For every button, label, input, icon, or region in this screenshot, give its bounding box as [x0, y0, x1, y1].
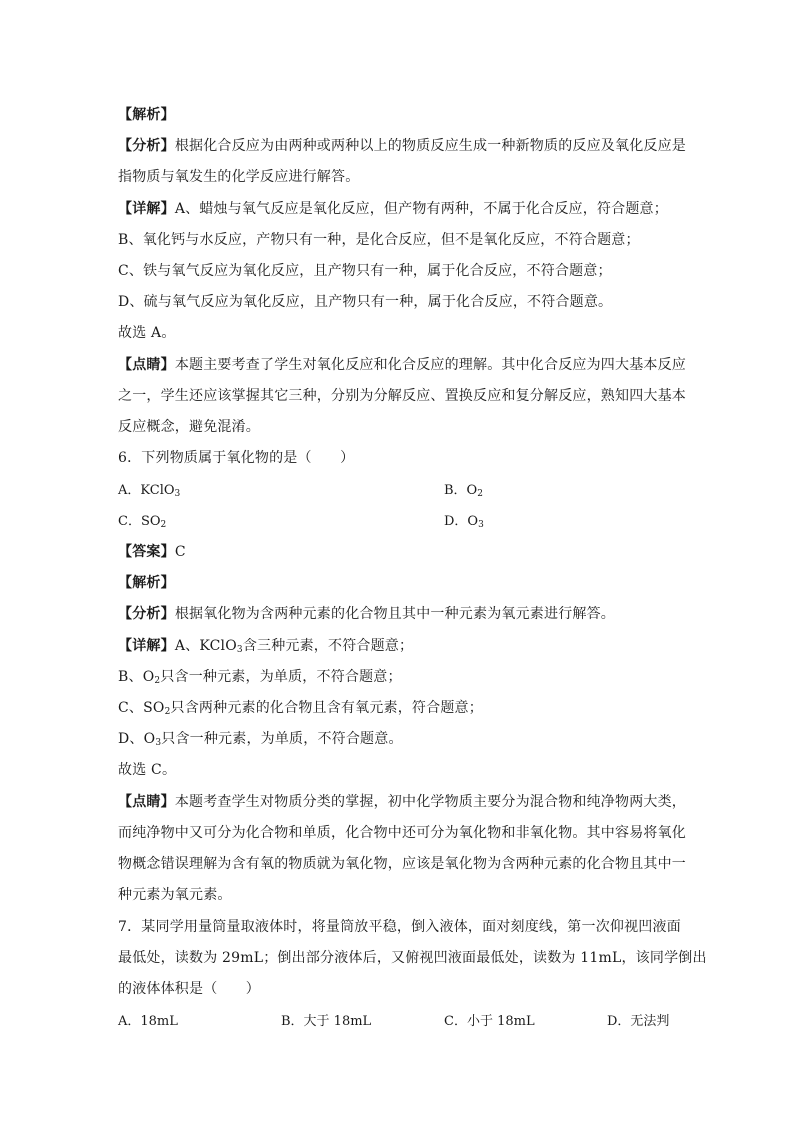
q5-choose: 故选 A。 [118, 325, 176, 341]
q6-detail-b-sub: 2 [154, 676, 161, 686]
q6-detail-d-pre: D、O [118, 731, 156, 747]
q5-comment-line-3: 反应概念，避免混淆。 [118, 419, 260, 435]
q7-option-a[interactable]: A．18mL [118, 1014, 178, 1029]
q6-comment-line-4: 种元素为氧元素。 [118, 887, 232, 903]
q6-option-d-text: D．O [444, 514, 479, 529]
q6-comment-line-3: 物概念错误理解为含有氧的物质就为氧化物，应该是氧化物为含两种元素的化合物且其中一 [118, 856, 686, 872]
q6-comment-tag: 【点睛】 [118, 794, 175, 810]
q5-comment-tag: 【点睛】 [118, 357, 175, 373]
q6-detail-c-sub: 2 [164, 707, 171, 717]
q5-detail-a [118, 198, 668, 218]
q6-detail-a [118, 635, 413, 655]
q6-answer [118, 541, 186, 561]
q6-analysis [118, 603, 615, 623]
q6-answer-value: C [174, 544, 186, 560]
q5-detail-d: D、硫与氧气反应为氧化反应，且产物只有一种，属于化合反应，不符合题意。 [118, 294, 613, 310]
q5-detail-b: B、氧化钙与水反应，产物只有一种，是化合反应，但不是氧化反应，不符合题意； [118, 232, 640, 248]
q6-detail-tag: 【详解】 [118, 638, 175, 654]
q6-option-d-sub: 3 [478, 520, 484, 530]
q6-option-a-sub: 3 [174, 489, 181, 499]
q6-option-a-text: A．KClO [118, 483, 175, 498]
q6-choose: 故选 C。 [118, 762, 177, 778]
q6-option-c-sub: 2 [160, 520, 167, 530]
q6-detail-d-post: 只含一种元素，为单质，不符合题意。 [161, 731, 403, 747]
q6-option-c[interactable] [118, 510, 166, 529]
q6-detail-a-pre: A、KClO [174, 638, 237, 654]
q7-option-c[interactable]: C．小于 18mL [444, 1014, 535, 1029]
q5-comment-line-2: 之一，学生还应该掌握其它三种，分别为分解反应、置换反应和复分解反应，熟知四大基本 [118, 388, 686, 404]
q6-analysis-text: 根据氧化物为含两种元素的化合物且其中一种元素为氧元素进行解答。 [174, 606, 616, 622]
q7-option-d[interactable]: D．无法判 [607, 1014, 670, 1029]
q6-detail-b-post: 只含一种元素，为单质，不符合题意； [160, 669, 402, 685]
q5-detail-tag: 【详解】 [118, 201, 175, 217]
q6-detail-d-sub: 3 [155, 738, 162, 748]
q7-option-b[interactable]: B．大于 18mL [281, 1014, 372, 1029]
q6-option-b-text: B．O [444, 483, 478, 498]
q6-analysis-tag: 【分析】 [118, 606, 175, 622]
q6-detail-c-post: 只含两种元素的化合物且含有氧元素，符合题意； [170, 700, 483, 716]
q5-analysis-line-1 [118, 135, 686, 155]
q7-stem-line-1: 7．某同学用量筒量取液体时，将量筒放平稳，倒入液体，面对刻度线，第一次仰视凹液面 [118, 919, 681, 935]
q6-comment-line-1 [118, 791, 686, 811]
q6-option-c-text: C．SO [118, 514, 161, 529]
q6-detail-c-pre: C、SO [118, 700, 165, 716]
q6-detail-c [118, 697, 483, 717]
q6-option-d[interactable] [444, 510, 484, 529]
q6-detail-b-pre: B、O [118, 669, 155, 685]
q7-stem-line-2: 最低处，读数为 29mL；倒出部分液体后，又俯视凹液面最低处，读数为 11mL，该同学倒出 [118, 950, 707, 966]
q6-comment-text-1: 本题考查学生对物质分类的掌握，初中化学物质主要分为混合物和纯净物两大类， [174, 794, 687, 810]
q5-jiexi-heading: 【解析】 [118, 107, 175, 123]
q7-stem-line-3: 的液体体积是（ ） [118, 981, 260, 997]
q6-option-a[interactable] [118, 479, 180, 498]
q5-comment-text-1: 本题主要考查了学生对氧化反应和化合反应的理解。其中化合反应为四大基本反应 [174, 357, 687, 373]
q5-detail-a-text: A、蜡烛与氧气反应是氧化反应，但产物有两种，不属于化合反应，符合题意； [174, 201, 668, 217]
q6-detail-a-post: 含三种元素，不符合题意； [242, 638, 414, 654]
q6-answer-tag: 【答案】 [118, 544, 175, 560]
q6-detail-d [118, 728, 403, 748]
q5-analysis-tag: 【分析】 [118, 138, 175, 154]
q5-analysis-line-2: 指物质与氧发生的化学反应进行解答。 [118, 169, 360, 185]
q6-jiexi-heading: 【解析】 [118, 575, 175, 591]
q6-detail-b [118, 666, 402, 686]
q6-detail-a-sub: 3 [236, 645, 243, 655]
q6-option-b-sub: 2 [477, 489, 483, 499]
q6-option-b[interactable] [444, 479, 483, 498]
q6-comment-line-2: 而纯净物中又可分为化合物和单质，化合物中还可分为氧化物和非氧化物。其中容易将氧化 [118, 825, 686, 841]
q6-stem: 6．下列物质属于氧化物的是（ ） [118, 450, 355, 466]
q5-analysis-text-1: 根据化合反应为由两种或两种以上的物质反应生成一种新物质的反应及氧化反应是 [174, 138, 687, 154]
q5-detail-c: C、铁与氧气反应为氧化反应，且产物只有一种，属于化合反应，不符合题意； [118, 263, 612, 279]
q5-comment-line-1 [118, 354, 686, 374]
